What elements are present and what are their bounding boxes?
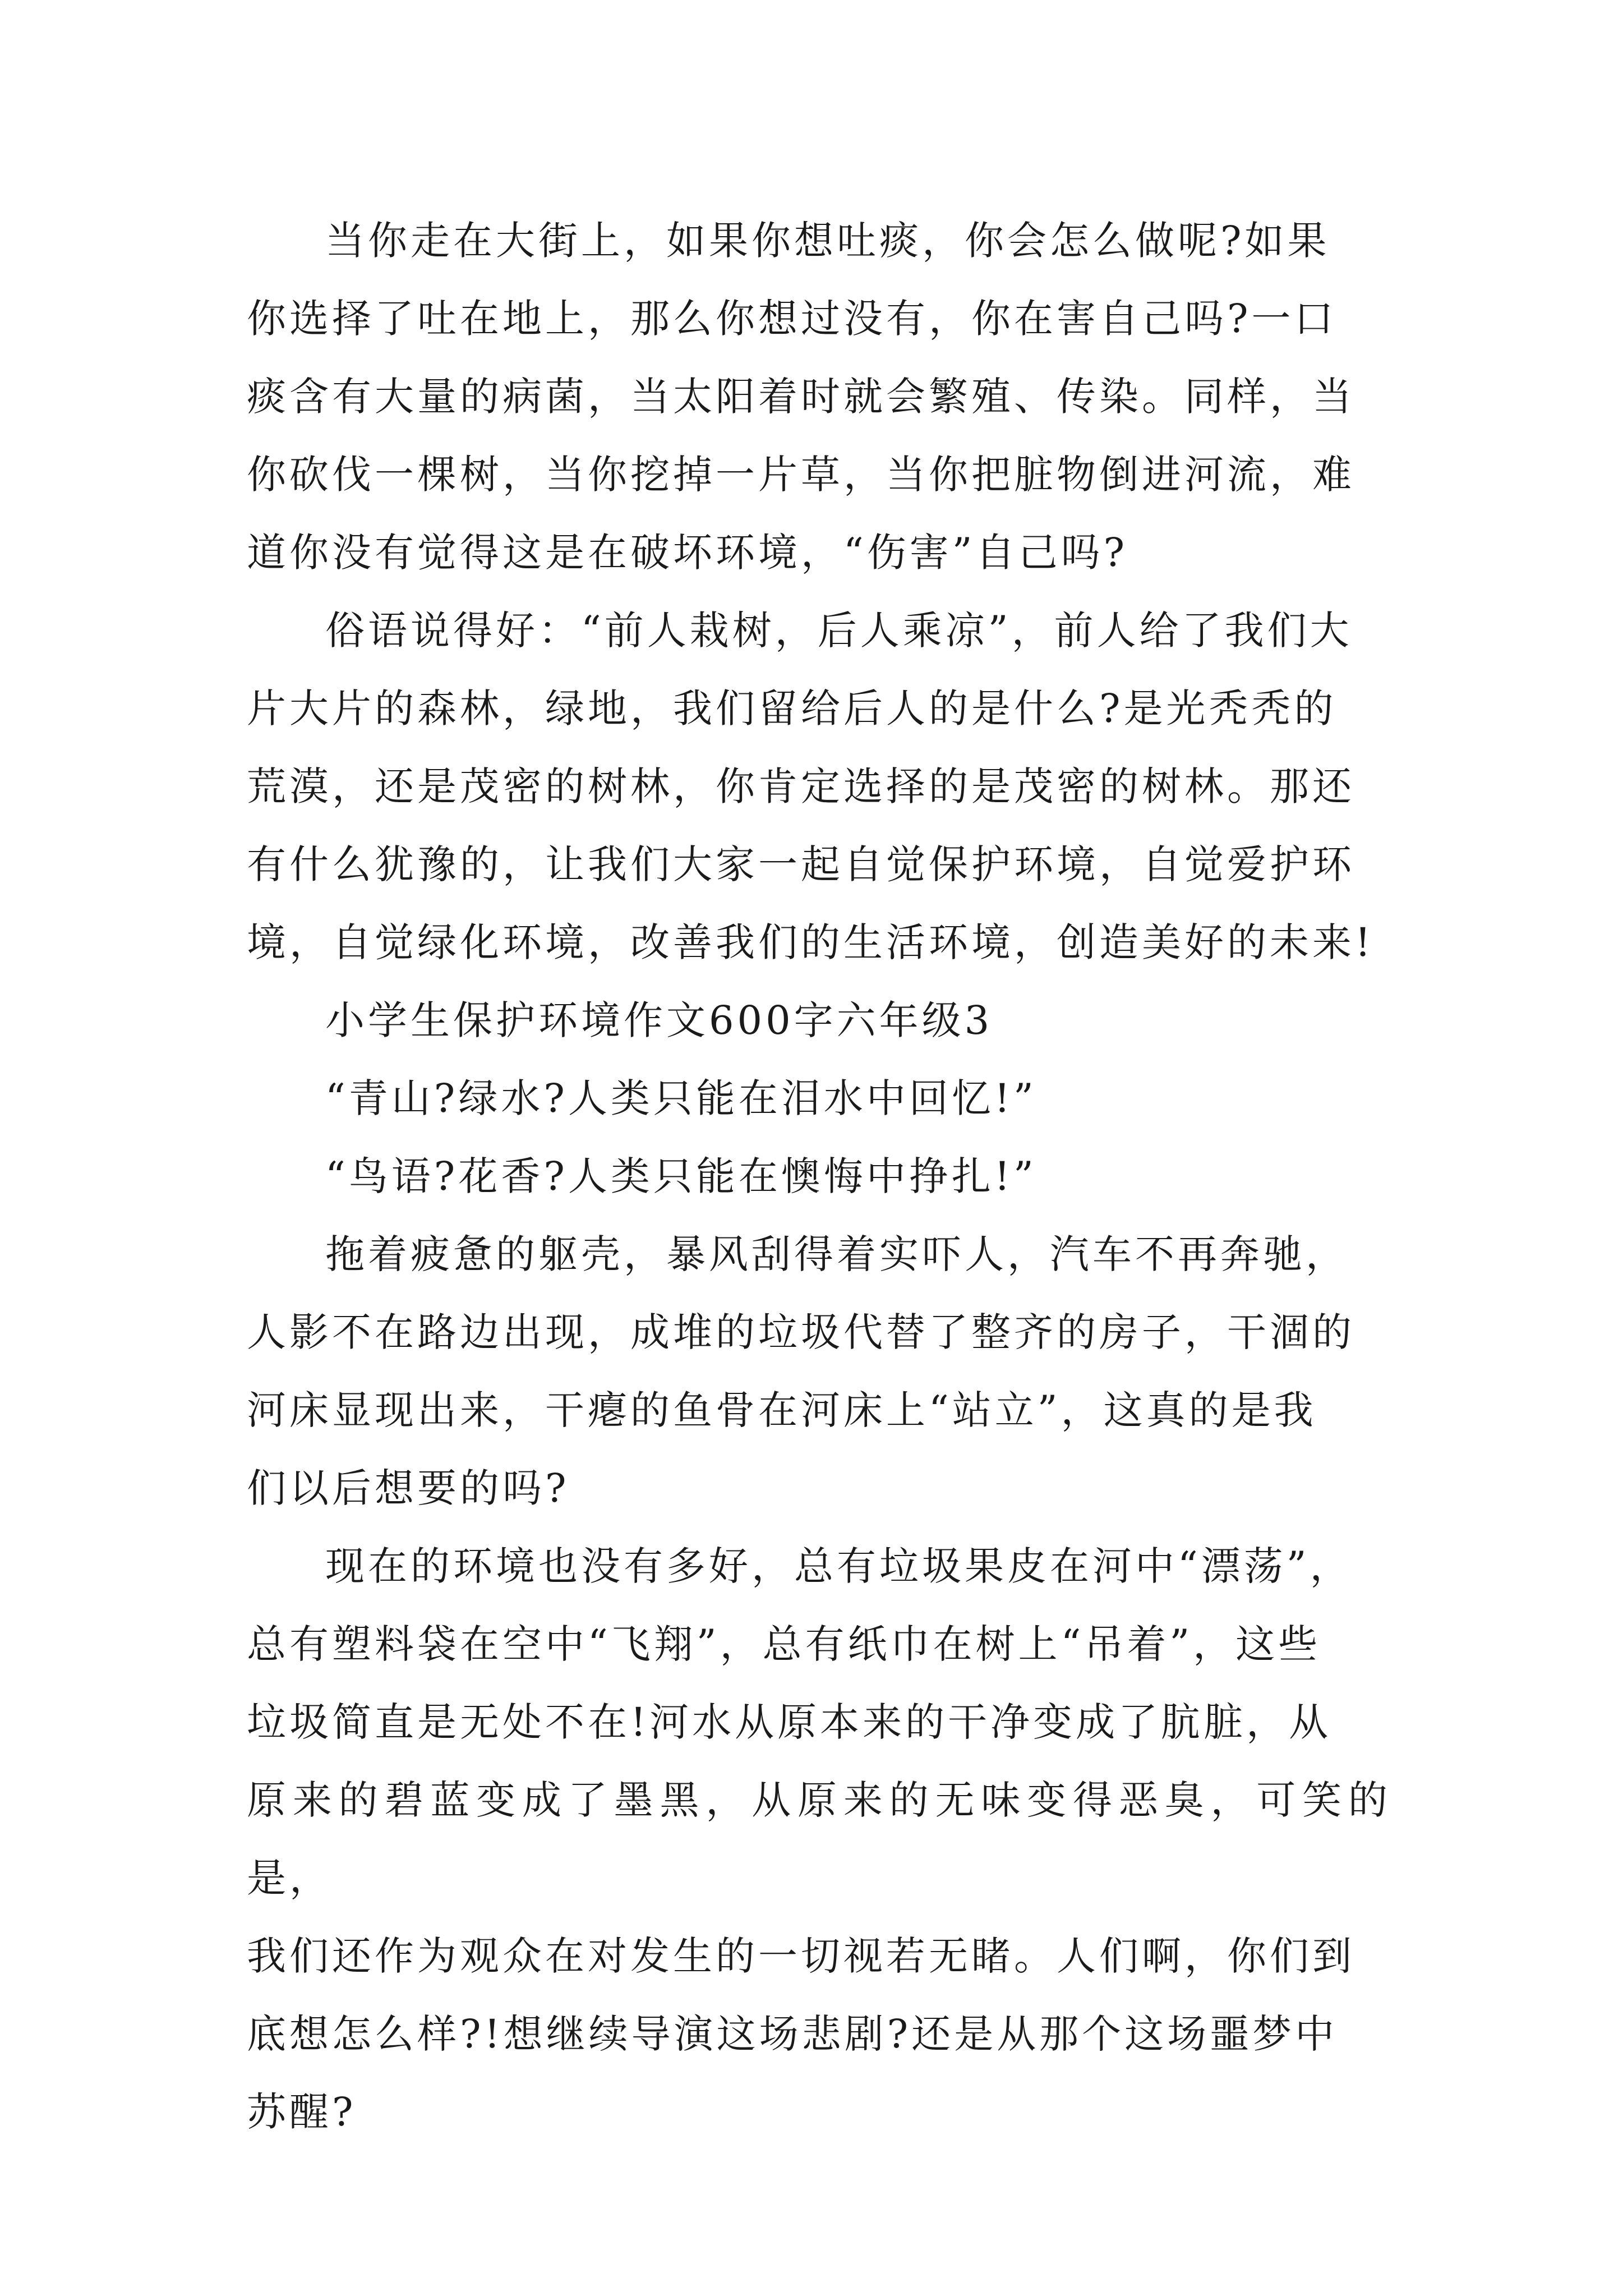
text-line: “青山?绿水?人类只能在泪水中回忆!” bbox=[325, 1075, 1037, 1121]
text-line: 们以后想要的吗? bbox=[247, 1465, 570, 1511]
paragraph-storm bbox=[247, 1216, 1391, 1527]
text-line: 我们还作为观众在对发生的一切视若无睹。人们啊，你们到 bbox=[247, 1933, 1355, 1979]
text-line: 河床显现出来，干瘪的鱼骨在河床上“站立”，这真的是我 bbox=[247, 1387, 1317, 1433]
quote-line-birds bbox=[247, 1138, 1391, 1216]
text-line: 小学生保护环境作文600字六年级3 bbox=[325, 997, 993, 1043]
text-line: 人影不在路边出现，成堆的垃圾代替了整齐的房子，干涸的 bbox=[247, 1309, 1355, 1355]
text-line: 苏醒? bbox=[247, 2089, 357, 2135]
text-line: 拖着疲惫的躯壳，暴风刮得着实吓人，汽车不再奔驰， bbox=[325, 1231, 1348, 1277]
section-heading bbox=[247, 982, 1391, 1060]
quote-line-mountains bbox=[247, 1060, 1391, 1138]
text-line: “鸟语?花香?人类只能在懊悔中挣扎!” bbox=[325, 1153, 1037, 1199]
paragraph-spitting bbox=[247, 202, 1391, 592]
text-line: 俗语说得好：“前人栽树，后人乘凉”，前人给了我们大 bbox=[325, 608, 1353, 654]
text-line: 底想怎么样?!想继续导演这场悲剧?还是从那个这场噩梦中 bbox=[247, 2011, 1338, 2057]
paragraph-proverb bbox=[247, 592, 1391, 982]
document-body bbox=[247, 202, 1391, 2151]
text-line: 垃圾简直是无处不在!河水从原本来的干净变成了肮脏，从 bbox=[247, 1699, 1332, 1745]
text-line: 道你没有觉得这是在破坏环境，“伤害”自己吗? bbox=[247, 530, 1128, 576]
text-line: 当你走在大街上，如果你想吐痰，你会怎么做呢?如果 bbox=[325, 218, 1330, 264]
text-line: 荒漠，还是茂密的树林，你肯定选择的是茂密的树林。那还 bbox=[247, 763, 1355, 809]
text-line: 你砍伐一棵树，当你挖掉一片草，当你把脏物倒进河流，难 bbox=[247, 452, 1355, 498]
text-line: 你选择了吐在地上，那么你想过没有，你在害自己吗?一口 bbox=[247, 296, 1337, 342]
text-line: 现在的环境也没有多好，总有垃圾果皮在河中“漂荡”， bbox=[325, 1543, 1353, 1589]
text-line: 境，自觉绿化环境，改善我们的生活环境，创造美好的未来! bbox=[247, 919, 1375, 965]
text-line: 片大片的森林，绿地，我们留给后人的是什么?是光秃秃的 bbox=[247, 685, 1337, 731]
text-line: 原来的碧蓝变成了墨黑，从原来的无味变得恶臭，可笑的是， bbox=[247, 1777, 1391, 1901]
text-line: 有什么犹豫的，让我们大家一起自觉保护环境，自觉爱护环 bbox=[247, 841, 1355, 887]
paragraph-present-environment bbox=[247, 1527, 1391, 2151]
text-line: 总有塑料袋在空中“飞翔”，总有纸巾在树上“吊着”，这些 bbox=[247, 1621, 1321, 1667]
text-line: 痰含有大量的病菌，当太阳着时就会繁殖、传染。同样，当 bbox=[247, 374, 1355, 420]
